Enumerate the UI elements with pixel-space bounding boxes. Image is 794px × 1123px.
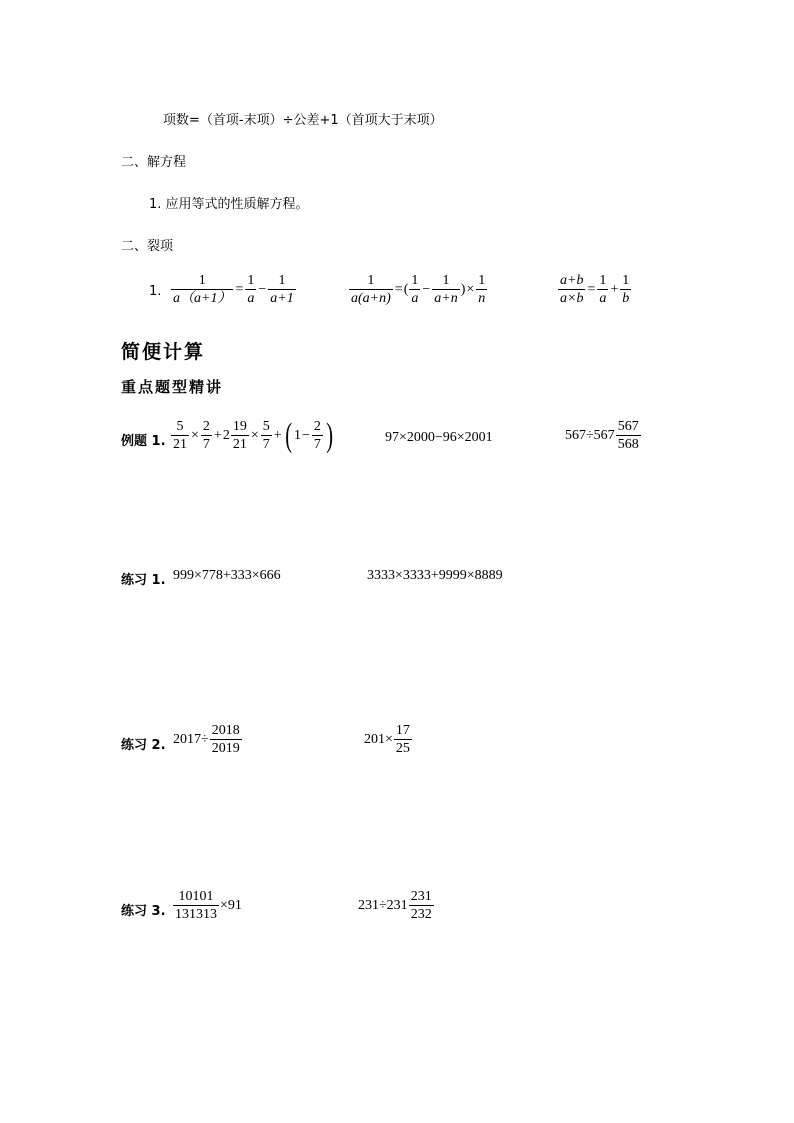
practice-2-expression-1: 2017÷ $\frac{2018}{2019}$ [173, 723, 240, 756]
practice-3-expression-1: $\frac{10101}{131313}$ ×91 [175, 889, 242, 922]
fraction: $\frac{1}{a}$ [247, 273, 255, 306]
fraction: $\frac{1}{n}$ [478, 273, 486, 306]
practice-1-label: 练习 1. [121, 573, 166, 588]
split-formula-3: $\frac{a+b}{a\times b}$ = $\frac{1}{a}$ + $\frac{1}{b}$ [560, 273, 630, 306]
fraction: $\frac{5}{7}$ [262, 419, 270, 452]
example-1-label: 例题 1. [121, 434, 166, 449]
equation-method-item: 1. 应用等式的性质解方程。 [149, 197, 309, 212]
fraction: $\frac{1}{a+1}$ [270, 273, 294, 306]
practice-1-expression-1: 999×778+333×666 [173, 568, 281, 583]
fraction: $\frac{2}{7}$ [313, 419, 321, 452]
fraction: $\frac{1}{a+n}$ [434, 273, 458, 306]
fraction: $\frac{1}{b}$ [622, 273, 630, 306]
section-split-terms: 二、裂项 [121, 239, 174, 254]
split-formula-1: $\frac{1}{a(a+1)}$ = $\frac{1}{a}$ − $\frac{1}{a+1}$ [173, 273, 294, 306]
term-count-formula: 项数=（首项-末项）÷公差+1（首项大于末项） [163, 113, 443, 128]
heading-key-problem-types: 重点题型精讲 [121, 378, 224, 396]
fraction: $\frac{5}{21}$ [173, 419, 187, 452]
fraction: $\frac{1}{a(a+n)}$ [351, 273, 391, 306]
heading-simplified-calculation: 简便计算 [121, 341, 206, 363]
split-formula-2: $\frac{1}{a(a+n)}$ = ( $\frac{1}{a}$ − $\frac{1}{a+n}$ ) × $\frac{1}{n}$ [351, 273, 486, 306]
practice-3-label: 练习 3. [121, 904, 166, 919]
practice-2-label: 练习 2. [121, 738, 166, 753]
fraction: $\frac{567}{568}$ [617, 419, 639, 452]
fraction: $\frac{1}{a}$ [411, 273, 419, 306]
fraction: $\frac{a+b}{a\times b}$ [560, 273, 584, 306]
practice-1-expression-2: 3333×3333+9999×8889 [367, 568, 503, 583]
example-1-expression-1: $\frac{5}{21}$ × $\frac{2}{7}$ + 2 $\frac{19}{21}$ × $\frac{5}{7}$ + ( 1 − $\frac{2}{7}$ ) [173, 416, 333, 454]
section-solve-equation: 二、解方程 [121, 155, 187, 170]
fraction: $\frac{17}{25}$ [395, 723, 410, 756]
practice-3-expression-2: 231÷231 $\frac{231}{232}$ [358, 889, 432, 922]
fraction: $\frac{10101}{131313}$ [175, 889, 217, 922]
fraction: $\frac{2018}{2019}$ [211, 723, 240, 756]
fraction: $\frac{1}{a(a+1)}$ [173, 273, 232, 306]
fraction: $\frac{1}{a}$ [599, 273, 607, 306]
fraction: $\frac{2}{7}$ [202, 419, 210, 452]
fraction: $\frac{231}{232}$ [410, 889, 432, 922]
fraction: $\frac{19}{21}$ [232, 419, 247, 452]
split-item-number: 1. [149, 284, 162, 299]
practice-2-expression-2: 201× $\frac{17}{25}$ [364, 723, 410, 756]
example-1-expression-3: 567÷567 $\frac{567}{568}$ [565, 419, 639, 452]
example-1-expression-2: 97×2000−96×2001 [385, 430, 493, 445]
